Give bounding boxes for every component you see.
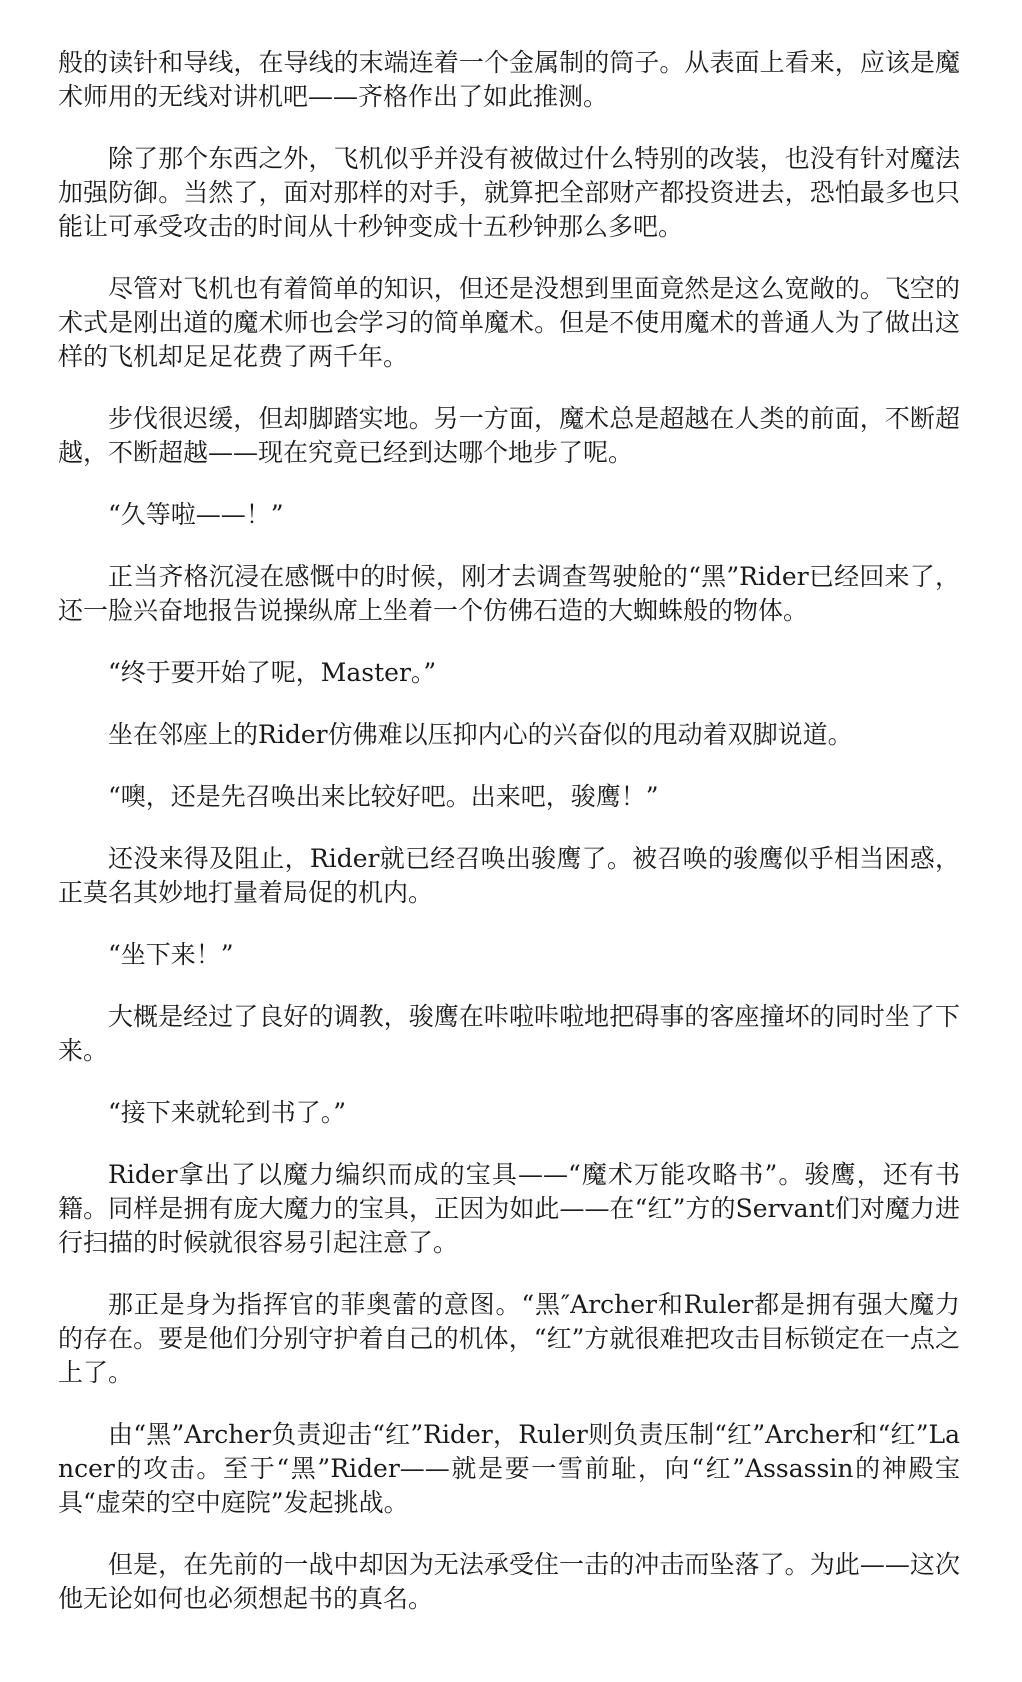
paragraph: Rider拿出了以魔力编织而成的宝具——“魔术万能攻略书”。骏鹰，还有书籍。同样是拥有庞大魔力的宝具，正因为如此——在“红”方的Servant们对魔力进行扫描的时候就很容易引起注意了。 — [58, 1160, 960, 1257]
dialogue-line: “接下来就轮到书了。” — [108, 1098, 347, 1127]
paragraph: 正当齐格沉浸在感慨中的时候，刚才去调查驾驶舱的“黑”Rider已经回来了，还一脸兴奋地报告说操纵席上坐着一个仿佛石造的大蜘蛛般的物体。 — [58, 562, 960, 625]
paragraph: 般的读针和导线，在导线的末端连着一个金属制的筒子。从表面上看来，应该是魔术师用的无线对讲机吧——齐格作出了如此推测。 — [58, 48, 960, 111]
dialogue-line: “久等啦——！” — [108, 500, 284, 529]
paragraph: 尽管对飞机也有着简单的知识，但还是没想到里面竟然是这么宽敞的。飞空的术式是刚出道的魔术师也会学习的简单魔术。但是不使用魔术的普通人为了做出这样的飞机却足足花费了两千年。 — [58, 274, 960, 371]
paragraph: 大概是经过了良好的调教，骏鹰在咔啦咔啦地把碍事的客座撞坏的同时坐了下来。 — [58, 1002, 960, 1065]
dialogue-line: “噢，还是先召唤出来比较好吧。出来吧，骏鹰！” — [108, 782, 659, 811]
paragraph: 除了那个东西之外，飞机似乎并没有被做过什么特别的改装，也没有针对魔法加强防御。当然了，面对那样的对手，就算把全部财产都投资进去，恐怕最多也只能让可承受攻击的时间从十秒钟变成十五秒钟那么多吧。 — [58, 144, 960, 241]
paragraph: 坐在邻座上的Rider仿佛难以压抑内心的兴奋似的甩动着双脚说道。 — [108, 720, 853, 749]
paragraph: 那正是身为指挥官的菲奥蕾的意图。“黑″Archer和Ruler都是拥有强大魔力的存在。要是他们分别守护着自己的机体，“红”方就很难把攻击目标锁定在一点之上了。 — [58, 1290, 960, 1387]
dialogue-line: “终于要开始了呢，Master。” — [108, 658, 437, 687]
paragraph: 但是，在先前的一战中却因为无法承受住一击的冲击而坠落了。为此——这次他无论如何也必须想起书的真名。 — [58, 1550, 960, 1613]
paragraph: 步伐很迟缓，但却脚踏实地。另一方面，魔术总是超越在人类的前面，不断超越，不断超越——现在究竟已经到达哪个地步了呢。 — [58, 404, 960, 467]
dialogue-line: “坐下来！” — [108, 940, 234, 969]
paragraph: 由“黑”Archer负责迎击“红”Rider，Ruler则负责压制“红”Archer和“红”Lancer的攻击。至于“黑”Rider——就是要一雪前耻，向“红”Assassin的神殿宝具“虚荣的空中庭院”发起挑战。 — [58, 1420, 960, 1517]
paragraph: 还没来得及阻止，Rider就已经召唤出骏鹰了。被召唤的骏鹰似乎相当困惑，正莫名其妙地打量着局促的机内。 — [58, 844, 960, 907]
